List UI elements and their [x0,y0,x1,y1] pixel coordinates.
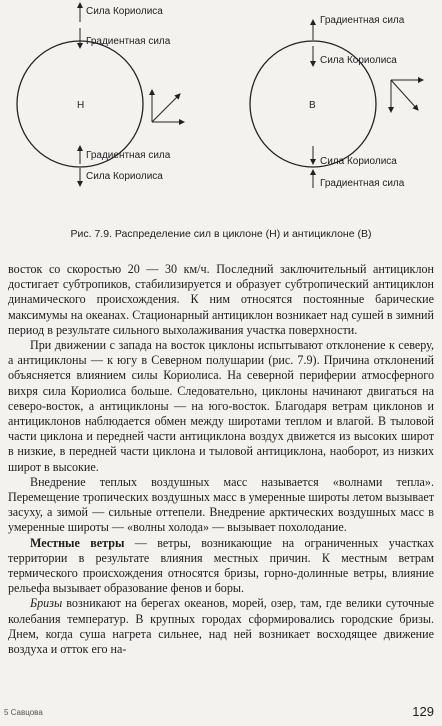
cyclone-bottom-coriolis-label: Сила Кориолиса [86,171,163,182]
cyclone-vector-icon [152,90,184,122]
figure-caption: Рис. 7.9. Распределение сил в циклоне (Н) и антициклоне (В) [70,228,372,240]
paragraph-5 [8,596,434,657]
cyclone-top-gradient-label: Градиентная сила [86,36,171,47]
anticyclone-bottom-gradient-label: Градиентная сила [320,178,405,189]
cyclone-diagram [17,3,184,186]
paragraph-5-text: возникают на берегах океанов, морей, озер, там, где велики суточные колебания температур. В крупных городах сформировались городские бризы. Днем, когда суша нагрета сильнее, над ней возникает восходящее движение воздуха и отток его на- [8,596,434,657]
paragraph-2: При движении с запада на восток циклоны испытывают отклонение к северу, а антициклоны — к югу в Северном полушарии (рис. 7.9). Причина отклонений объясняется влиянием силы Кориолиса. На северной периферии атмосферного вихря сила Кориолиса больше. Следовательно, циклоны начинают двигаться на северо-восток, а антициклоны — на юго-восток. Благодаря ветрам циклонов и антициклонов наблюдается обмен между широтами теплом и влагой. В тыловой части циклона и передней части антициклона воздух движется из высоких широт в низкие, в передней части циклона и тыловой антициклона, наоборот, из низких широт в высокие. [8,338,434,474]
anticyclone-diagram [250,15,423,189]
anticyclone-top-coriolis-label: Сила Кориолиса [320,55,397,66]
paragraph-4 [8,536,434,597]
term-local-winds: Местные ветры [30,535,125,550]
paragraph-3: Внедрение теплых воздушных масс называется «волнами тепла». Перемещение тропических воздушных масс в умеренные широты летом вызывает засуху, а зимой — сильные оттепели. Внедрение арктических воздушных масс в умеренные широты — «волны холода» — вызывает похолодание. [8,474,434,535]
page-footer [0,704,442,722]
cyclone-bottom-gradient-label: Градиентная сила [86,150,171,161]
paragraph-4-text: — ветры, возникающие на ограниченных участках территории в результате влияния местных причин. К местным ветрам термического происхождения относятся бризы, горно-долинные ветры, влияние рельефа вызывает образование фенов и боры. [8,535,434,596]
cyclone-center-label: Н [77,100,85,111]
force-distribution-figure [0,0,442,200]
cyclone-top-coriolis-label: Сила Кориолиса [86,6,163,17]
paragraph-1: восток со скоростью 20 — 30 км/ч. Последний заключительный антициклон достигает субтропиков, стабилизируется и образует субтропический антициклон динамического происхождения. К ним относятся постоянные барические максимумы на океанах. Стационарный антициклон возникает над сушей в зимний период в результате сильного выхолаживания участка поверхности. [8,262,434,337]
body-text [8,262,434,657]
anticyclone-bottom-coriolis-label: Сила Кориолиса [320,156,397,167]
term-breezes: Бризы [30,596,63,611]
anticyclone-top-gradient-label: Градиентная сила [320,15,405,26]
printer-signature: 5 Савцова [4,708,43,717]
anticyclone-center-label: В [309,100,316,111]
anticyclone-vector-icon [391,80,423,112]
page-number: 129 [412,704,434,719]
